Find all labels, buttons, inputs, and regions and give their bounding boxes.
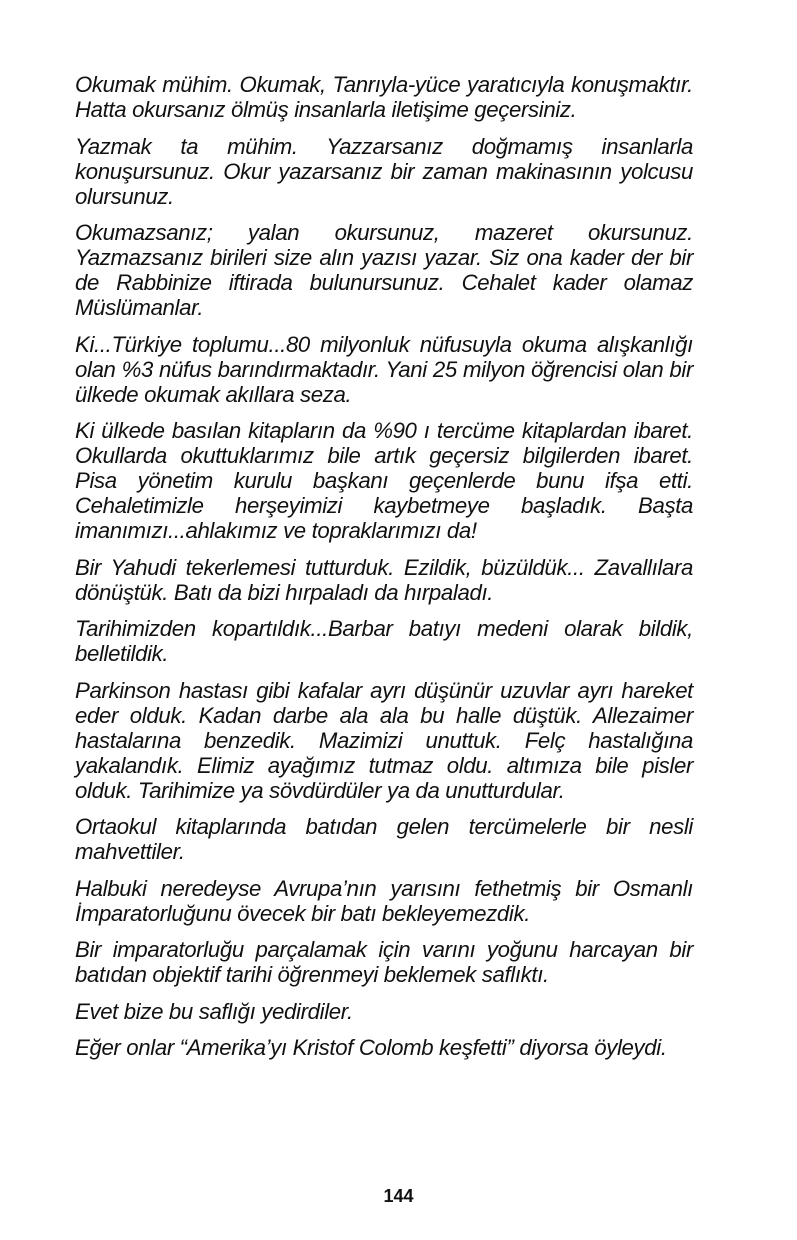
paragraph: Parkinson hastası gibi kafalar ayrı düşünür uzuvlar ayrı hareket eder olduk. Kadan darbe ala ala bu halle düştük. Allezaimer hastalarına benzedik. Mazimizi unuttuk. Felç hastalığına yakalandık. Elimiz ayağımız tutmaz oldu. altımıza bile pisler olduk. Tarihimize ya sövdürdüler ya da unutturdular.: [75, 677, 693, 803]
paragraph: Tarihimizden kopartıldık...Barbar batıyı medeni olarak bildik, belletildik.: [75, 616, 693, 666]
paragraph: Eğer onlar “Amerika’yı Kristof Colomb keşfetti” diyorsa öyleydi.: [75, 1035, 667, 1060]
paragraph: Evet bize bu saflığı yedirdiler.: [75, 998, 353, 1024]
page-body: [75, 72, 693, 1072]
paragraph: Okumazsanız; yalan okursunuz, mazeret okursunuz. Yazmazsanız birileri size alın yazısı yazar. Siz ona kader der bir de Rabbinize iftirada bulunursunuz. Cehalet kader olamaz Müslümanlar.: [75, 220, 693, 320]
paragraph: Okumak mühim. Okumak, Tanrıyla-yüce yaratıcıyla konuşmaktır. Hatta okursanız ölmüş insanlarla iletişime geçersiniz.: [75, 72, 693, 122]
paragraph: Ki...Türkiye toplumu...80 milyonluk nüfusuyla okuma alışkanlığı olan %3 nüfus barındırmaktadır. Yani 25 milyon öğrencisi olan bir ülkede okumak akıllara seza.: [75, 331, 693, 407]
paragraph: Bir imparatorluğu parçalamak için varını yoğunu harcayan bir batıdan objektif tarihi öğrenmeyi beklemek saflıktı.: [75, 937, 693, 987]
page-number: 144: [383, 1186, 414, 1206]
paragraph: Bir Yahudi tekerlemesi tutturduk. Ezildik, büzüldük... Zavallılara dönüştük. Batı da bizi hırpaladı da hırpaladı.: [75, 554, 693, 605]
paragraph: Ki ülkede basılan kitapların da %90 ı tercüme kitaplardan ibaret. Okullarda okuttuklarımız bile artık geçersiz bilgilerden ibaret. Pisa yönetim kurulu başkanı geçenlerde bunu ifşa etti. Cehaletimizle herşeyimizi kaybetmeye başladık. Başta imanımızı...ahlakımız ve topraklarımızı da!: [75, 418, 693, 543]
paragraph: Yazmak ta mühim. Yazzarsanız doğmamış insanlarla konuşursunuz. Okur yazarsanız bir zaman makinasının yolcusu olursunuz.: [75, 133, 693, 209]
paragraph: Halbuki neredeyse Avrupa’nın yarısını fethetmiş bir Osmanlı İmparatorluğunu övecek bir batı bekleyemezdik.: [75, 875, 693, 926]
paragraph: Ortaokul kitaplarında batıdan gelen tercümelerle bir nesli mahvettiler.: [75, 814, 693, 864]
